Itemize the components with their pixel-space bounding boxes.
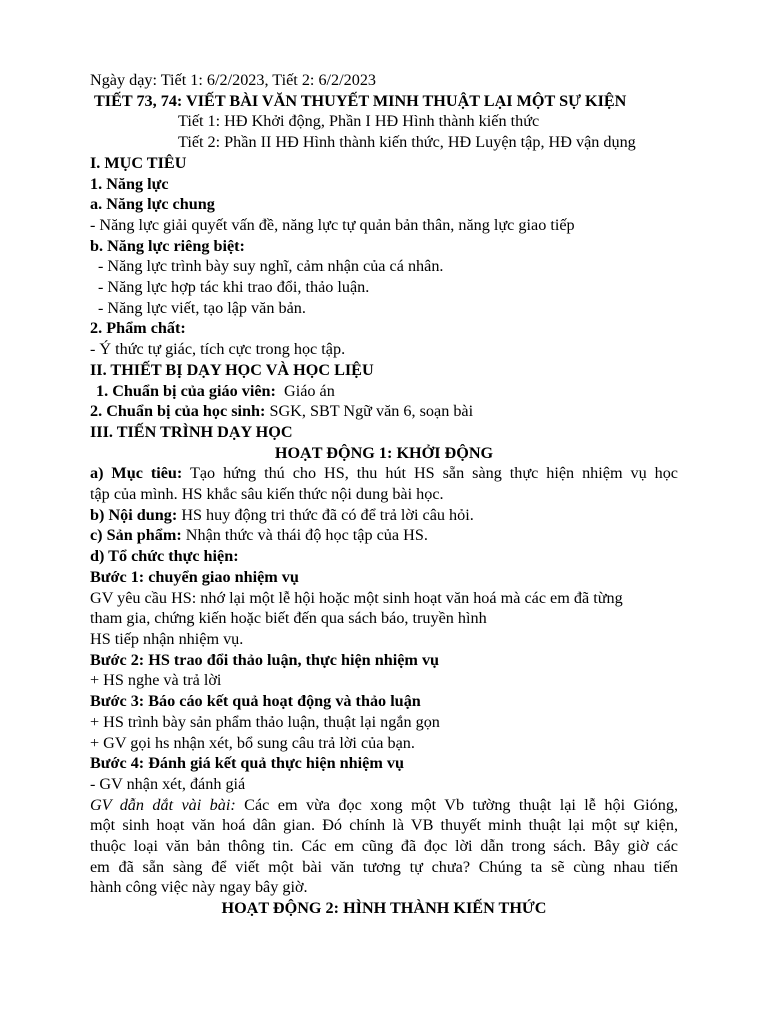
hoat-dong-2-heading: HOẠT ĐỘNG 2: HÌNH THÀNH KIẾN THỨC	[221, 899, 547, 918]
dan-dat-line-3: thuộc loại văn bản thông tin. Các em cũng đã đọc lời dẫn trong sách. Bây giờ các	[90, 837, 678, 856]
tiet-1-line: Tiết 1: HĐ Khởi động, Phần I HĐ Hình thành kiến thức	[178, 112, 540, 131]
chuan-bi-gv-label: 1. Chuẩn bị của giáo viên:	[96, 381, 276, 400]
chuan-bi-hs-line	[90, 401, 678, 422]
chuan-bi-hs-label: 2. Chuẩn bị của học sinh:	[90, 402, 266, 421]
pham-chat-heading: 2. Phẩm chất:	[90, 319, 186, 338]
tiet-2-line: Tiết 2: Phần II HĐ Hình thành kiến thức, HĐ Luyện tập, HĐ vận dụng	[178, 133, 636, 152]
nang-luc-rieng-heading: b. Năng lực riêng biệt:	[90, 236, 245, 255]
lesson-title: TIẾT 73, 74: VIẾT BÀI VĂN THUYẾT MINH THUẬT LẠI MỘT SỰ KIỆN	[94, 91, 627, 110]
list-item: - Năng lực trình bày suy nghĩ, cảm nhận của cá nhân.	[98, 257, 444, 276]
buoc-1-text-2: tham gia, chứng kiến hoặc biết đến qua sách báo, truyền hình	[90, 609, 487, 628]
noi-dung-label: b) Nội dung:	[90, 505, 178, 524]
subsection-nang-luc: 1. Năng lực	[90, 174, 169, 193]
section-1-heading: I. MỤC TIÊU	[90, 153, 187, 172]
buoc-1-heading: Bước 1: chuyển giao nhiệm vụ	[90, 567, 299, 586]
buoc-1-text-1: GV yêu cầu HS: nhớ lại một lễ hội hoặc một sinh hoạt văn hoá mà các em đã từng	[90, 588, 623, 607]
nang-luc-chung-heading: a. Năng lực chung	[90, 195, 215, 214]
chuan-bi-gv-value: Giáo án	[275, 381, 335, 400]
buoc-4-heading: Bước 4: Đánh giá kết quả thực hiện nhiệm vụ	[90, 754, 404, 773]
muc-tieu-line-2: tập của mình. HS khắc sâu kiến thức nội dung bài học.	[90, 485, 444, 504]
nang-luc-chung-text: - Năng lực giải quyết vấn đề, năng lực tự quản bản thân, năng lực giao tiếp	[90, 215, 575, 234]
buoc-3-text-1: + HS trình bày sản phẩm thảo luận, thuật lại ngắn gọn	[90, 712, 440, 731]
date-line: Ngày dạy: Tiết 1: 6/2/2023, Tiết 2: 6/2/2023	[90, 71, 377, 89]
buoc-3-heading: Bước 3: Báo cáo kết quả hoạt động và thảo luận	[90, 692, 421, 711]
san-pham-line	[90, 525, 678, 546]
chuan-bi-gv-line	[90, 381, 678, 402]
muc-tieu-line-1	[90, 463, 678, 484]
dan-dat-line-4: em đã sẵn sàng để viết một bài văn tương tự chưa? Chúng ta sẽ cùng nhau tiến	[90, 857, 678, 876]
buoc-3-text-2: + GV gọi hs nhận xét, bổ sung câu trả lời của bạn.	[90, 733, 415, 752]
muc-tieu-label: a) Mục tiêu:	[90, 464, 183, 483]
dan-dat-line-2: một sinh hoạt văn hoá dân gian. Đó chính là VB thuyết minh thuật lại một sự kiện,	[90, 816, 678, 835]
buoc-2-text-1: + HS nghe và trả lời	[90, 671, 222, 690]
buoc-1-text-3: HS tiếp nhận nhiệm vụ.	[90, 629, 244, 648]
hoat-dong-1-heading: HOẠT ĐỘNG 1: KHỞI ĐỘNG	[274, 443, 494, 462]
noi-dung-line	[90, 505, 678, 526]
list-item: - Năng lực viết, tạo lập văn bản.	[98, 298, 306, 317]
dan-dat-line-1	[90, 795, 678, 816]
buoc-2-heading: Bước 2: HS trao đổi thảo luận, thực hiện nhiệm vụ	[90, 650, 440, 669]
section-2-heading: II. THIẾT BỊ DẠY HỌC VÀ HỌC LIỆU	[90, 360, 374, 379]
noi-dung-text: HS huy động tri thức đã có để trả lời câu hỏi.	[177, 505, 474, 524]
chuan-bi-hs-value: SGK, SBT Ngữ văn 6, soạn bài	[265, 402, 474, 421]
pham-chat-text: - Ý thức tự giác, tích cực trong học tập.	[90, 340, 346, 359]
dan-dat-label: GV dẫn dắt vài bài:	[90, 795, 236, 814]
section-3-heading: III. TIẾN TRÌNH DẠY HỌC	[90, 422, 293, 441]
to-chuc-heading: d) Tổ chức thực hiện:	[90, 547, 239, 566]
san-pham-label: c) Sản phẩm:	[90, 526, 182, 545]
muc-tieu-text-1: Tạo hứng thú cho HS, thu hút HS sẵn sàng thực hiện nhiệm vụ học	[182, 464, 678, 483]
buoc-4-text-1: - GV nhận xét, đánh giá	[90, 774, 246, 793]
san-pham-text: Nhận thức và thái độ học tập của HS.	[181, 526, 428, 545]
list-item: - Năng lực hợp tác khi trao đổi, thảo luận.	[98, 278, 370, 297]
dan-dat-text-1: Các em vừa đọc xong một Vb tường thuật lại lễ hội Gióng,	[235, 795, 678, 814]
dan-dat-line-5: hành công việc này ngay bây giờ.	[90, 878, 308, 897]
